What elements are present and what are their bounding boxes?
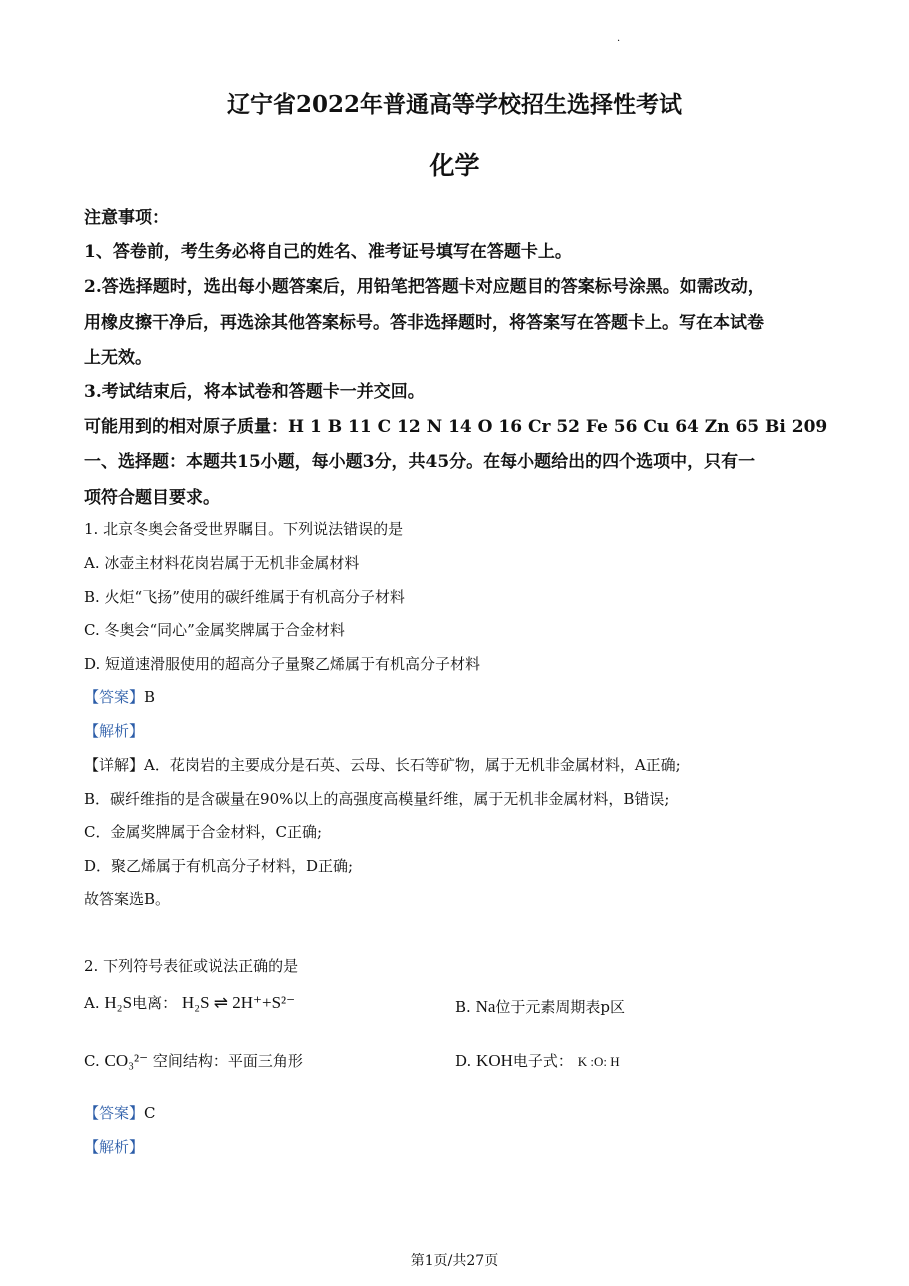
question-1-detail: 【详解】A．花岗岩的主要成分是石英、云母、长石等矿物，属于无机非金属材料，A正确; — [84, 756, 681, 774]
notice-item: 上无效。 — [84, 348, 152, 368]
question-1-option-c: C. 冬奥会“同心”金属奖牌属于合金材料 — [84, 621, 345, 639]
notice-item: 2.答选择题时，选出每小题答案后，用铅笔把答题卡对应题目的答案标号涂黑。如需改动， — [84, 277, 765, 297]
atomic-masses: 可能用到的相对原子质量：H 1 B 11 C 12 N 14 O 16 Cr 52 Fe 56 Cu 64 Zn 65 Bi 209 — [84, 417, 828, 437]
section-heading-cont: 项符合题目要求。 — [84, 488, 220, 508]
question-1-option-b: B. 火炬“飞扬”使用的碳纤维属于有机高分子材料 — [84, 588, 405, 606]
electron-formula: K :O: H — [577, 1054, 620, 1069]
page-number: 第1页/共27页 — [410, 1253, 499, 1269]
answer-label: 【答案】 — [84, 1104, 145, 1122]
subject-title: 化学 — [429, 151, 480, 180]
formula: CO₃²⁻ — [104, 1051, 149, 1070]
question-1-stem: 1. 北京冬奥会备受世界瞩目。下列说法错误的是 — [84, 520, 404, 538]
question-1-detail: 故答案选B。 — [84, 890, 171, 908]
question-1-detail: B．碳纤维指的是含碳量在90%以上的高强度高模量纤维，属于无机非金属材料，B错误; — [84, 790, 670, 808]
question-1-detail: C．金属奖牌属于合金材料，C正确; — [84, 823, 323, 841]
answer-value: B — [144, 688, 156, 706]
question-1-detail: D．聚乙烯属于有机高分子材料，D正确; — [84, 857, 354, 875]
question-2-option-a: A. H₂S电离： H₂S ⇌ 2H⁺+S²⁻ — [84, 993, 296, 1012]
question-2-option-d: D. KOH电子式： K :O: H — [455, 1051, 620, 1070]
section-heading: 一、选择题：本题共15小题，每小题3分，共45分。在每小题给出的四个选项中，只有一 — [84, 452, 756, 472]
question-2-stem: 2. 下列符号表征或说法正确的是 — [84, 957, 299, 975]
question-1-analysis-label: 【解析】 — [84, 722, 145, 740]
question-2-analysis-label: 【解析】 — [84, 1138, 145, 1156]
answer-value: C — [144, 1104, 156, 1122]
question-1-option-a: A. 冰壶主材料花岗岩属于无机非金属材料 — [84, 554, 360, 572]
formula: Na — [475, 997, 496, 1016]
question-1-option-d: D. 短道速滑服使用的超高分子量聚乙烯属于有机高分子材料 — [84, 655, 481, 673]
question-2-answer — [84, 1102, 156, 1123]
formula: H₂S — [104, 993, 133, 1012]
page-dot: · — [617, 36, 621, 47]
answer-label: 【答案】 — [84, 688, 145, 706]
notice-item: 用橡皮擦干净后，再选涂其他答案标号。答非选择题时，将答案写在答题卡上。写在本试卷 — [84, 313, 764, 333]
notice-heading: 注意事项： — [84, 208, 169, 228]
equation: H₂S ⇌ 2H⁺+S²⁻ — [181, 993, 296, 1012]
question-2-option-b: B. Na位于元素周期表p区 — [455, 997, 626, 1016]
question-1-answer — [84, 686, 155, 707]
question-2-option-c: C. CO₃²⁻ 空间结构：平面三角形 — [84, 1051, 303, 1070]
formula: KOH — [476, 1051, 513, 1070]
exam-title: 辽宁省2022年普通高等学校招生选择性考试 — [226, 91, 682, 118]
notice-item: 3.考试结束后，将本试卷和答题卡一并交回。 — [84, 382, 425, 402]
notice-item: 1、答卷前，考生务必将自己的姓名、准考证号填写在答题卡上。 — [84, 242, 572, 262]
